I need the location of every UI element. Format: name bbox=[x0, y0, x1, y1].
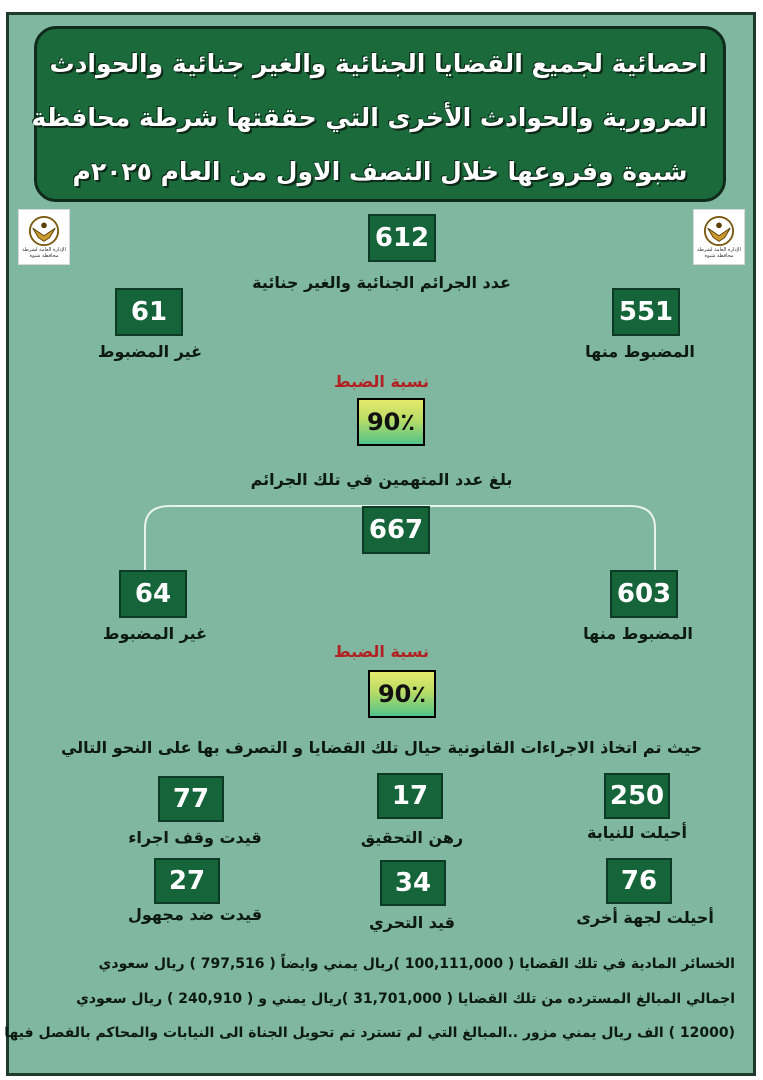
action-label: أحيلت لجهة أخرى bbox=[576, 908, 714, 927]
losses-line: الخسائر المادية في تلك القضايا ( 100,111,000 )ريال يمني وايضاً ( 797,516 ) ريال سعودي bbox=[98, 956, 735, 972]
action-value-box: 27 bbox=[154, 858, 220, 904]
accused-not-caught-label: غير المضبوط bbox=[102, 624, 208, 643]
crimes-rate-label: نسبة الضبط bbox=[333, 372, 429, 391]
accused-total-box: 667 bbox=[362, 506, 430, 554]
action-value-box: 17 bbox=[377, 773, 443, 819]
title-line-3: شبوة وفروعها خلال النصف الاول من العام ٢٠٢٥م bbox=[72, 157, 688, 186]
crimes-not-caught-label: غير المضبوط bbox=[97, 342, 203, 361]
title-line-1: احصائية لجميع القضايا الجنائية والغير جنائية والحوادث bbox=[49, 49, 707, 78]
crimes-total-box: 612 bbox=[368, 214, 436, 262]
actions-heading: حيث تم اتخاذ الاجراءات القانونية حيال تلك القضايا و التصرف بها على النحو التالي bbox=[60, 738, 703, 757]
accused-heading: بلغ عدد المتهمين في تلك الجرائم bbox=[250, 470, 513, 489]
action-label: قيدت ضد مجهول bbox=[127, 905, 263, 924]
crimes-caught-label: المضبوط منها bbox=[585, 342, 695, 361]
crimes-not-caught-box: 61 bbox=[115, 288, 183, 336]
accused-not-caught-box: 64 bbox=[119, 570, 187, 618]
accused-caught-label: المضبوط منها bbox=[583, 624, 693, 643]
title-line-2: المرورية والحوادث الأخرى التي حققتها شرطة محافظة bbox=[31, 103, 707, 132]
action-value-box: 250 bbox=[604, 773, 670, 819]
counterfeit-line: (12000 ) الف ريال يمني مزور ..المبالغ التي لم تسترد تم تحويل الجناة الى النيابات والمحاكم بالفصل فيها bbox=[4, 1025, 735, 1041]
action-label: قيدت وقف اجراء bbox=[128, 828, 262, 847]
logo-caption: الإدارة العامة لشرطة محافظة شبوة bbox=[22, 247, 66, 259]
action-label: رهن التحقيق bbox=[360, 828, 464, 847]
crimes-total-label: عدد الجرائم الجنائية والغير جنائية bbox=[252, 273, 511, 292]
action-value-box: 76 bbox=[606, 858, 672, 904]
action-label: أحيلت للنيابة bbox=[587, 823, 687, 842]
recovered-line: اجمالي المبالغ المسترده من تلك القضايا ( 31,701,000 )ريال يمني و ( 240,910 ) ريال سعودي bbox=[76, 991, 735, 1007]
action-value-box: 77 bbox=[158, 776, 224, 822]
crimes-rate-box: 90٪ bbox=[357, 398, 425, 446]
accused-rate-box: 90٪ bbox=[368, 670, 436, 718]
action-label: قيد التحري bbox=[369, 913, 455, 932]
action-value-box: 34 bbox=[380, 860, 446, 906]
accused-caught-box: 603 bbox=[610, 570, 678, 618]
logo-caption: الإدارة العامة لشرطة محافظة شبوة bbox=[697, 247, 741, 259]
accused-rate-label: نسبة الضبط bbox=[333, 642, 429, 661]
crimes-caught-box: 551 bbox=[612, 288, 680, 336]
